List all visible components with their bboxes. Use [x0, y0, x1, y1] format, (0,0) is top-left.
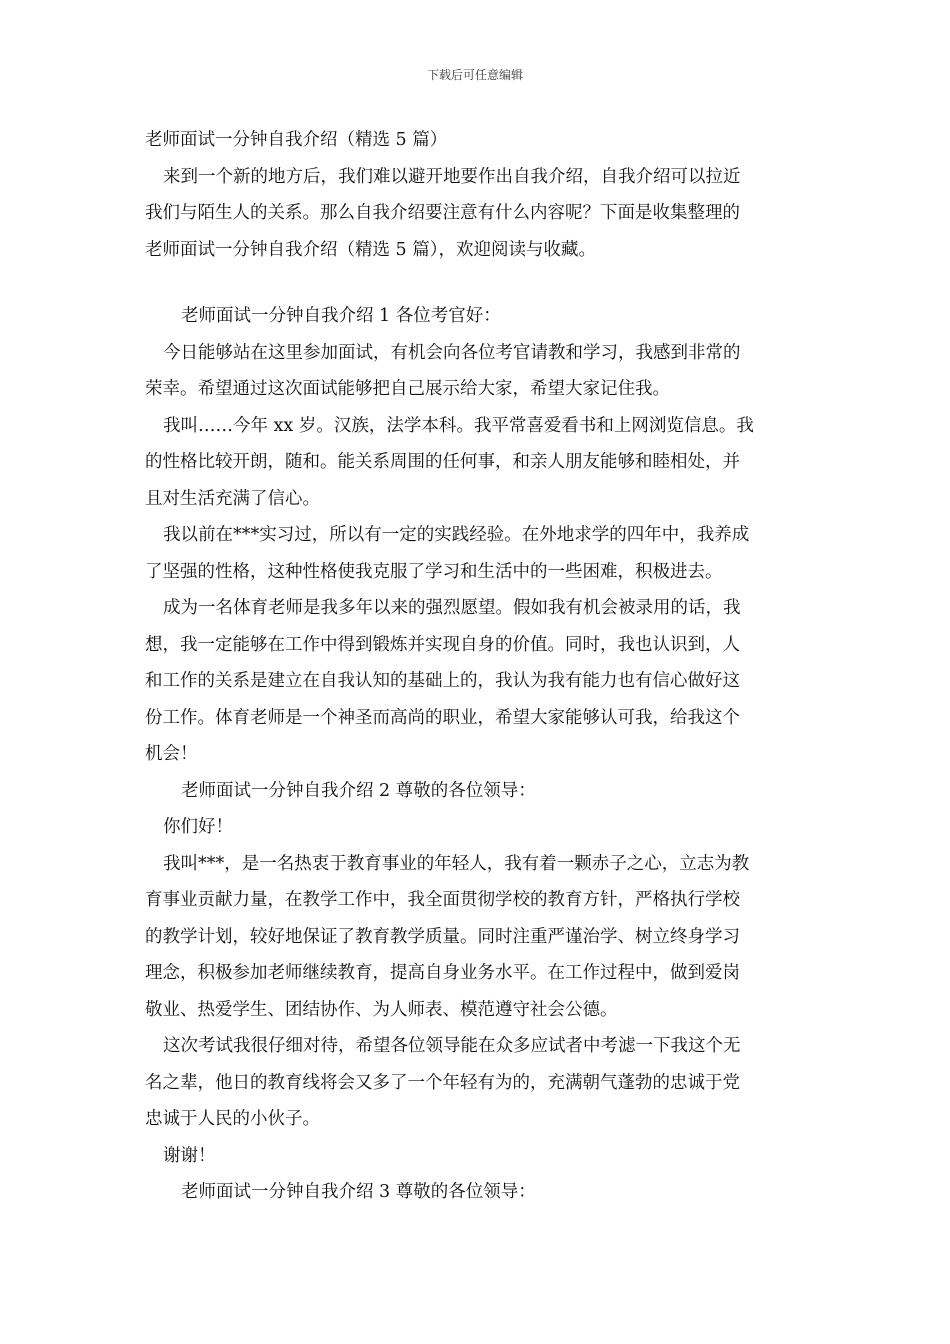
text-line: 了坚强的性格，这种性格使我克服了学习和生活中的一些困难，积极进去。 [145, 561, 723, 582]
text-line: 老师面试一分钟自我介绍 2 尊敬的各位领导： [181, 780, 536, 801]
text-line: 名之辈，他日的教育线将会又多了一个年轻有为的，充满朝气蓬勃的忠诚于党 [145, 1072, 740, 1093]
text-line: 我以前在***实习过，所以有一定的实践经验。在外地求学的四年中，我养成 [163, 525, 750, 545]
text-line: 的教学计划，较好地保证了教育教学质量。同时注重严谨治学、树立终身学习 [145, 926, 740, 947]
text-line: 我叫……今年 xx 岁。汉族，法学本科。我平常喜爱看书和上网浏览信息。我 [163, 415, 754, 436]
text-line: 忠诚于人民的小伙子。 [145, 1109, 320, 1129]
text-line: 且对生活充满了信心。 [145, 488, 320, 509]
text-line: 理念，积极参加老师继续教育，提高自身业务水平。在工作过程中，做到爱岗 [145, 963, 740, 983]
text-line: 老师面试一分钟自我介绍 3 尊敬的各位领导： [181, 1182, 536, 1202]
text-line: 我们与陌生人的关系。那么自我介绍要注意有什么内容呢？下面是收集整理的 [145, 203, 740, 223]
text-line: 今日能够站在这里参加面试，有机会向各位考官请教和学习，我感到非常的 [163, 342, 741, 363]
text-line: 的性格比较开朗，随和。能关系周围的任何事，和亲人朋友能够和睦相处，并 [145, 452, 740, 472]
text-line: 份工作。体育老师是一个神圣而高尚的职业，希望大家能够认可我，给我这个 [145, 707, 740, 728]
blank-line [145, 268, 807, 298]
text-line: 这次考试我很仔细对待，希望各位领导能在众多应试者中考滤一下我这个无 [163, 1036, 741, 1056]
text-line: 育事业贡献力量，在教学工作中，我全面贯彻学校的教育方针，严格执行学校 [145, 890, 740, 910]
text-line: 老师面试一分钟自我介绍（精选 5 篇），欢迎阅读与收藏。 [145, 239, 597, 260]
text-line: 老师面试一分钟自我介绍 1 各位考官好： [181, 306, 501, 326]
text-line: 来到一个新的地方后，我们难以避开地要作出自我介绍，自我介绍可以拉近 [163, 166, 741, 187]
page-header: 下载后可任意编辑 [426, 68, 523, 82]
text-line: 和工作的关系是建立在自我认知的基础上的，我认为我有能力也有信心做好这 [145, 671, 740, 691]
text-line: 谢谢！ [163, 1145, 216, 1166]
text-line: 想，我一定能够在工作中得到锻炼并实现自身的价值。同时，我也认识到，人 [145, 634, 740, 655]
text-line: 荣幸。希望通过这次面试能够把自己展示给大家，希望大家记住我。 [145, 379, 670, 399]
text-line: 成为一名体育老师是我多年以来的强烈愿望。假如我有机会被录用的话，我 [163, 598, 741, 618]
text-line: 机会！ [145, 744, 198, 764]
document-title: 老师面试一分钟自我介绍（精选 5 篇） [145, 130, 448, 150]
text-line: 你们好！ [163, 817, 233, 837]
document-body [145, 122, 807, 1211]
document-paragraphs [145, 159, 807, 1211]
text-line: 我叫***，是一名热衷于教育事业的年轻人，我有着一颗赤子之心，立志为教 [163, 853, 750, 874]
text-line: 敬业、热爱学生、团结协作、为人师表、模范遵守社会公德。 [145, 999, 618, 1020]
